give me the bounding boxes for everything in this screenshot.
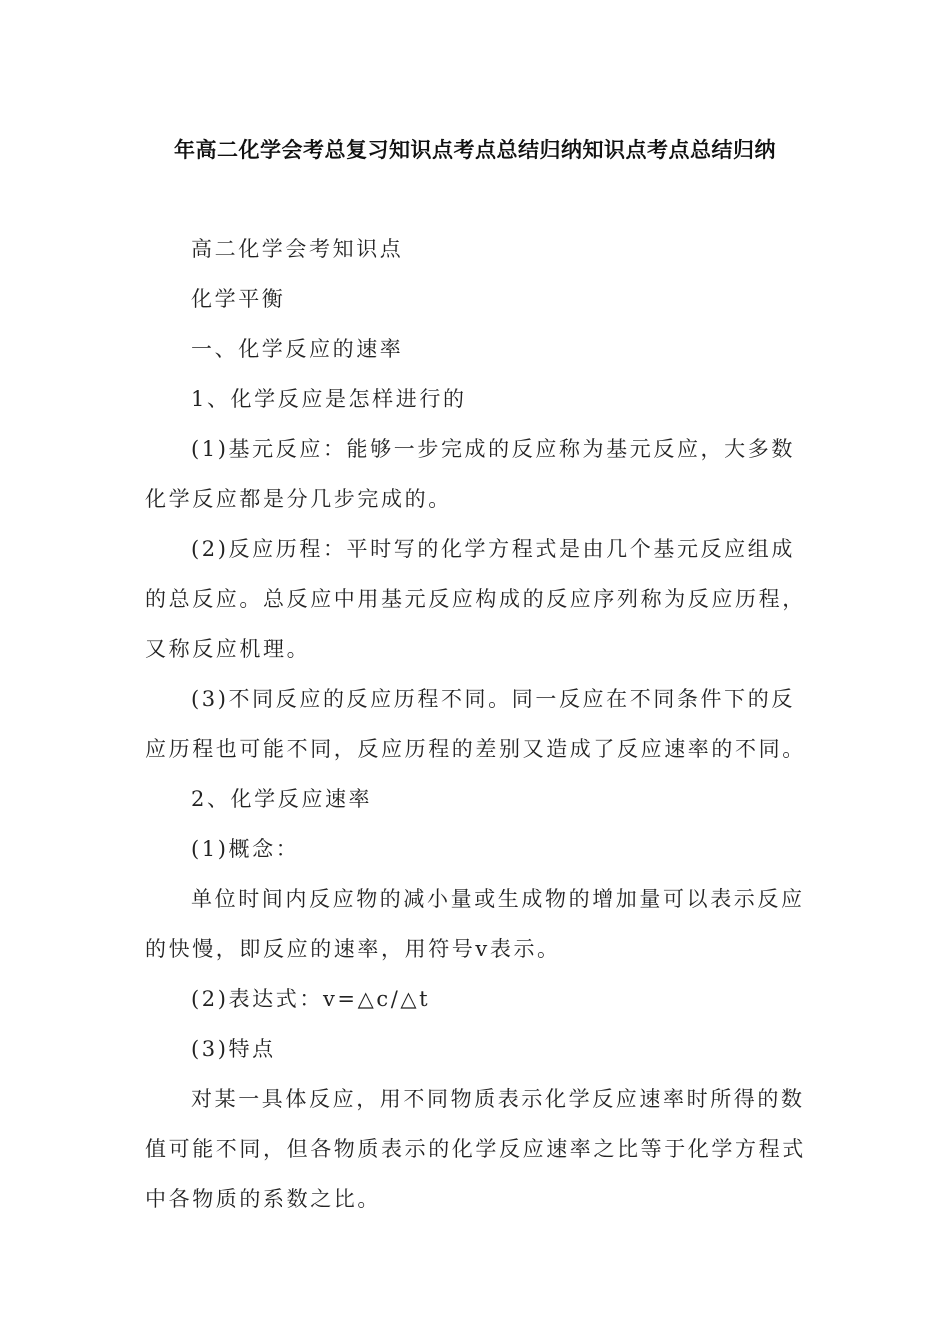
paragraph-concept-label: (1)概念： xyxy=(191,837,300,861)
paragraph-section-1: 一、化学反应的速率 xyxy=(191,337,404,361)
paragraph-subsection-2: 2、化学反应速率 xyxy=(191,787,373,811)
paragraph-features-label: (3)特点 xyxy=(191,1037,276,1061)
document-title: 年高二化学会考总复习知识点考点总结归纳知识点考点总结归纳 xyxy=(174,138,776,162)
paragraph-subsection-1: 1、化学反应是怎样进行的 xyxy=(191,387,467,411)
paragraph-heading-topic: 高二化学会考知识点 xyxy=(191,237,404,261)
paragraph-heading-equilibrium: 化学平衡 xyxy=(191,287,286,311)
paragraph-concept-text: 单位时间内反应物的减小量或生成物的增加量可以表示反应的快慢，即反应的速率，用符号v表示。 xyxy=(145,887,805,961)
paragraph-elementary-reaction: (1)基元反应：能够一步完成的反应称为基元反应，大多数化学反应都是分几步完成的。 xyxy=(145,437,795,511)
paragraph-reaction-mechanism: (2)反应历程：平时写的化学方程式是由几个基元反应组成的总反应。总反应中用基元反应构成的反应序列称为反应历程，又称反应机理。 xyxy=(145,537,806,661)
paragraph-expression: (2)表达式：v=△c/△t xyxy=(191,987,431,1011)
document-body xyxy=(145,224,807,1224)
paragraph-features-text: 对某一具体反应，用不同物质表示化学反应速率时所得的数值可能不同，但各物质表示的化学反应速率之比等于化学方程式中各物质的系数之比。 xyxy=(145,1087,806,1211)
paragraph-mechanism-difference: (3)不同反应的反应历程不同。同一反应在不同条件下的反应历程也可能不同，反应历程的差别又造成了反应速率的不同。 xyxy=(145,687,806,761)
